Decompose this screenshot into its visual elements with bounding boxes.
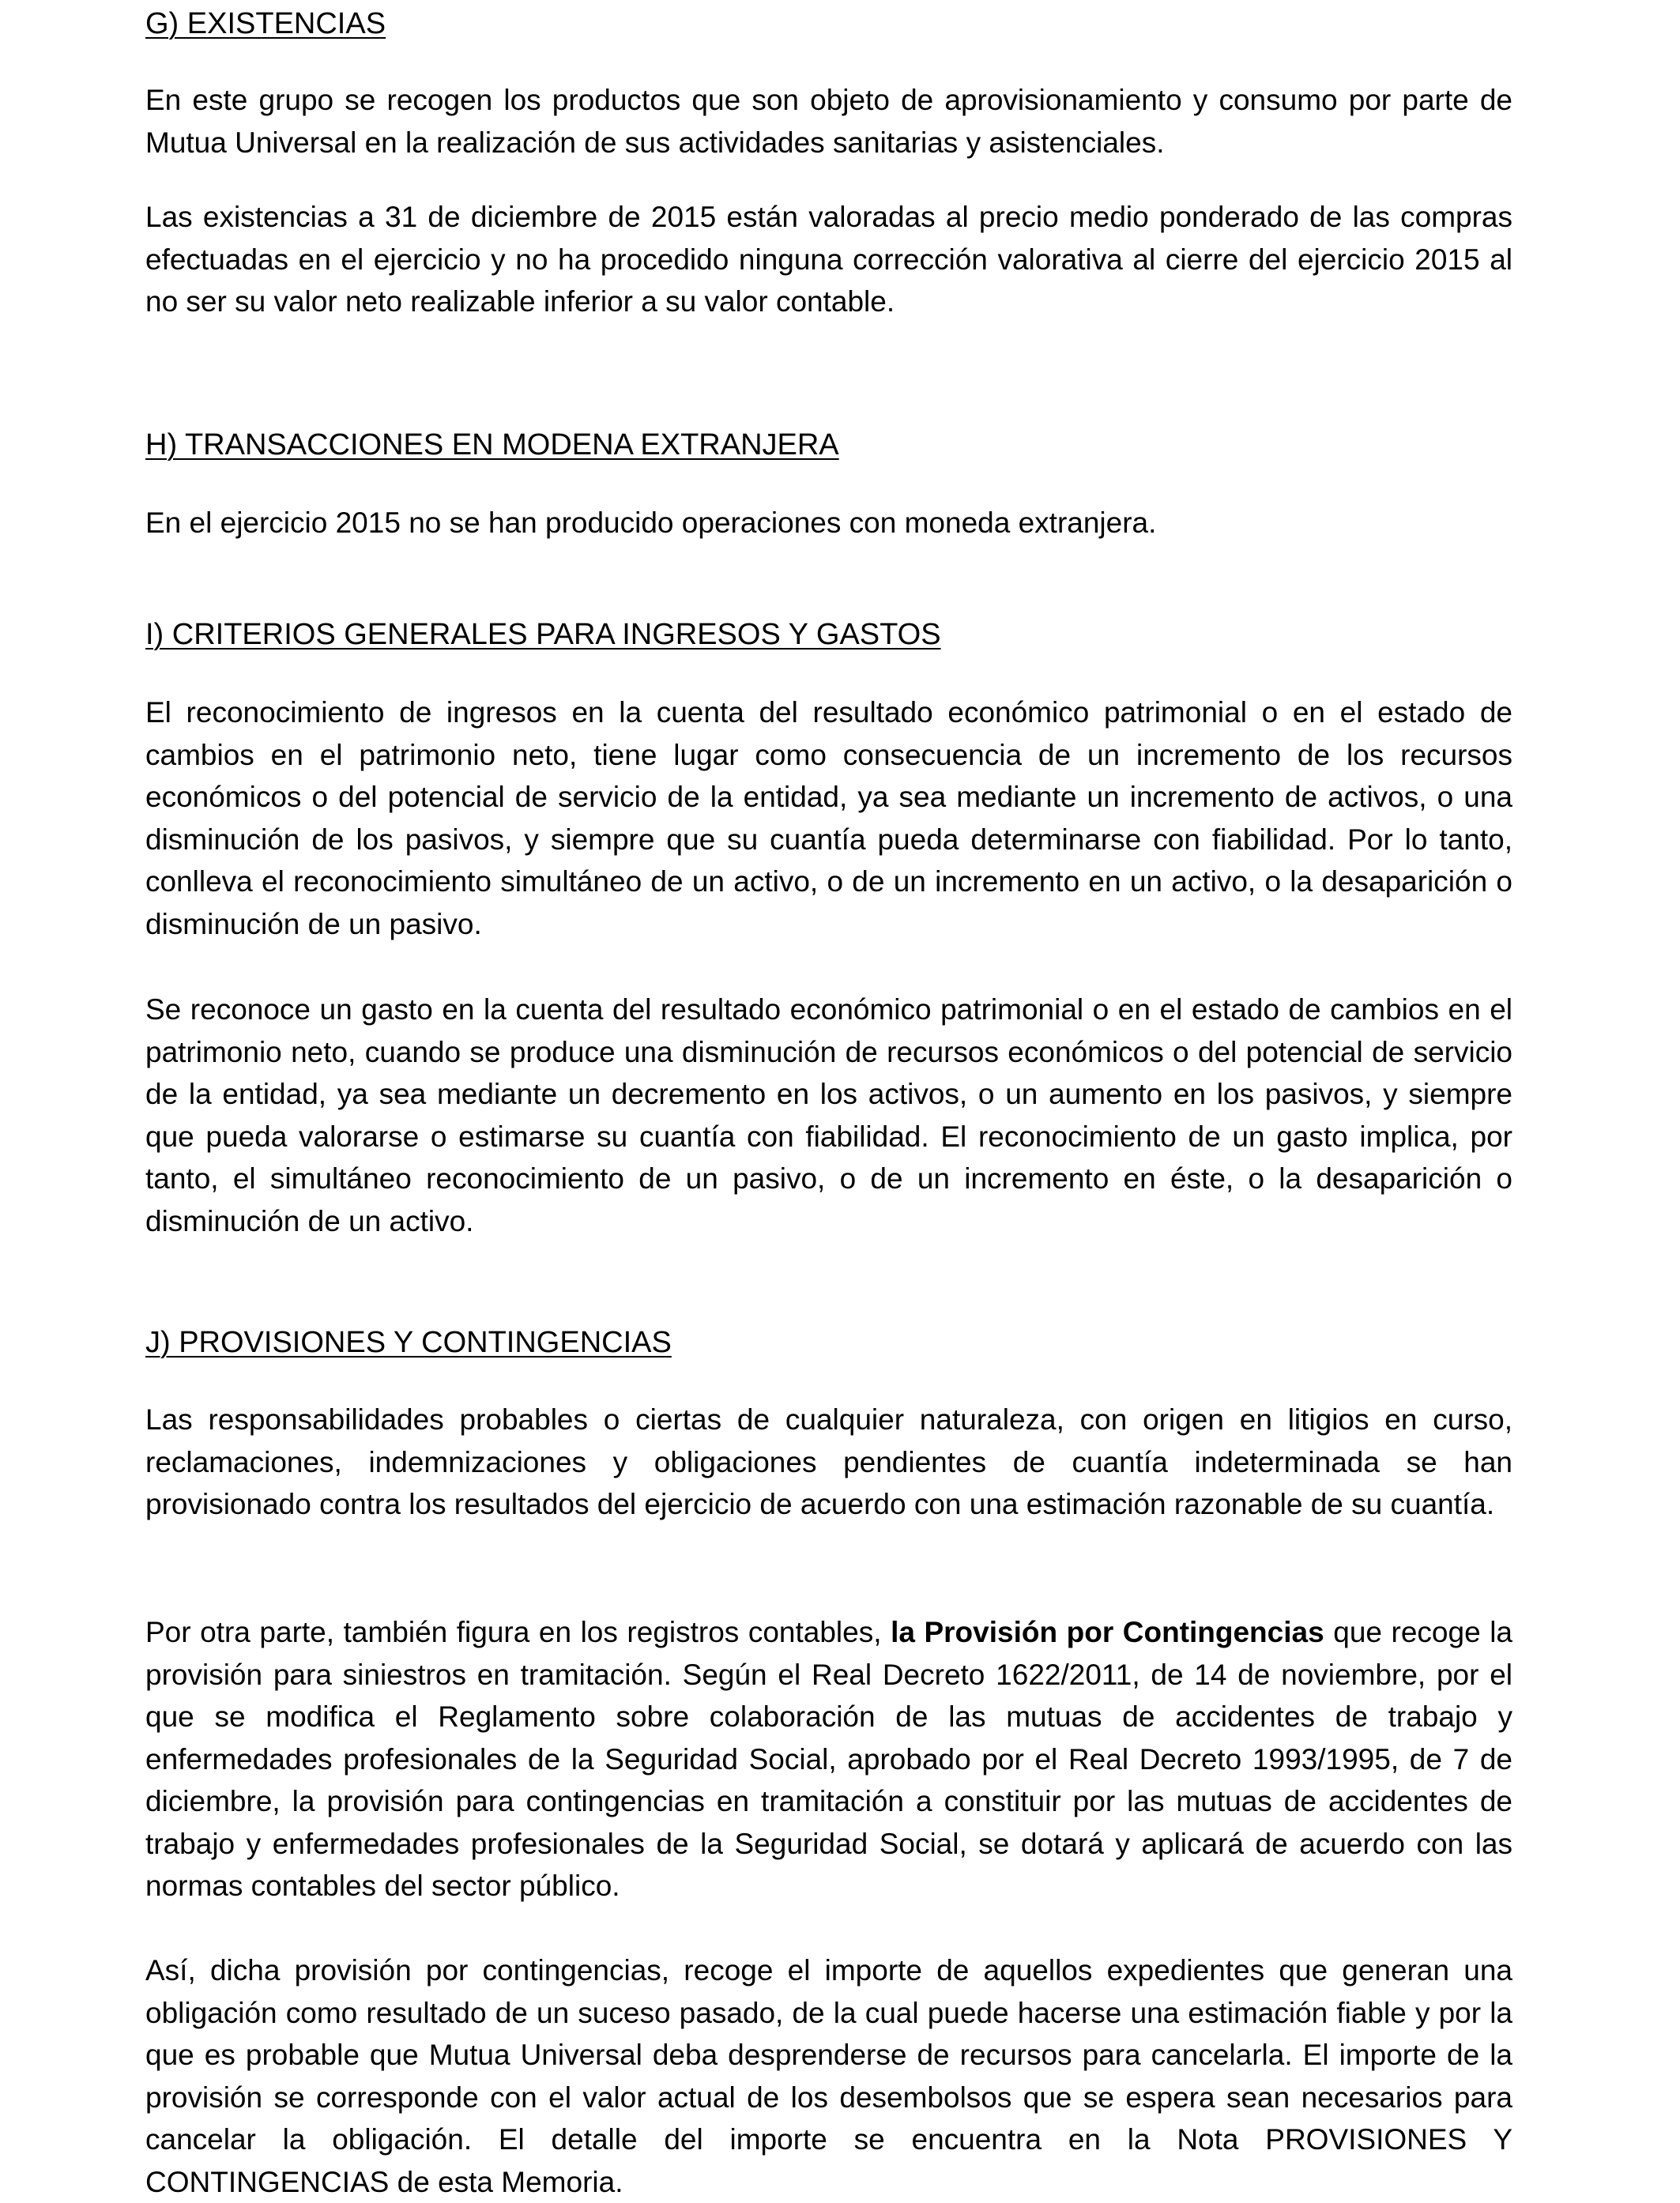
paragraph-criterios-1: El reconocimiento de ingresos en la cuenta del resultado económico patrimonial o en el estado de cambios en el patrimonio neto, tiene lugar como consecuencia de un incremento de los recursos económicos o del potencial de servicio de la entidad, ya sea mediante un incremento de activos, o una disminución de los pasivos, y siempre que su cuantía pueda determinarse con fiabilidad. Por lo tanto, conlleva el reconocimiento simultáneo de un activo, o de un incremento en un activo, o la desaparición o disminución de un pasivo. xyxy=(145,696,1512,940)
provision-contingencias-highlight: la Provisión por Contingencias xyxy=(891,1616,1324,1648)
section-title-transacciones: H) TRANSACCIONES EN MODENA EXTRANJERA xyxy=(145,428,839,461)
paragraph-transacciones-1: En el ejercicio 2015 no se han producido operaciones con moneda extranjera. xyxy=(145,507,1157,539)
section-title-provisiones: J) PROVISIONES Y CONTINGENCIAS xyxy=(145,1326,672,1359)
paragraph-provisiones-2-end: que recoge la provisión para siniestros en tramitación. Según el Real Decreto 1622/2011, de 14 de noviembre, por el que se modifica el Reglamento sobre colaboración de las mutuas de accidentes de trabajo y enfermedades profesionales de la Seguridad Social, aprobado por el Real Decreto 1993/1995, de 7 de diciembre, la provisión para contingencias en tramitación a constituir por las mutuas de accidentes de trabajo y enfermedades profesionales de la Seguridad Social, se dotará y aplicará de acuerdo con las normas contables del sector público. xyxy=(145,1616,1512,1902)
paragraph-provisiones-1: Las responsabilidades probables o ciertas de cualquier naturaleza, con origen en litigios en curso, reclamaciones, indemnizaciones y obligaciones pendientes de cuantía indeterminada se han provisionado contra los resultados del ejercicio de acuerdo con una estimación razonable de su cuantía. xyxy=(145,1403,1512,1520)
paragraph-provisiones-2-start: Por otra parte, también figura en los registros contables, xyxy=(145,1616,891,1648)
paragraph-existencias-2: Las existencias a 31 de diciembre de 2015 están valoradas al precio medio ponderado de las compras efectuadas en el ejercicio y no ha procedido ninguna corrección valorativa al cierre del ejercicio 2015 al no ser su valor neto realizable inferior a su valor contable. xyxy=(145,201,1512,318)
section-title-criterios: I) CRITERIOS GENERALES PARA INGRESOS Y GASTOS xyxy=(145,618,941,651)
paragraph-provisiones-2 xyxy=(145,1611,1512,1907)
paragraph-criterios-2: Se reconoce un gasto en la cuenta del resultado económico patrimonial o en el estado de cambios en el patrimonio neto, cuando se produce una disminución de recursos económicos o del potencial de servicio de la entidad, ya sea mediante un decremento en los activos, o un aumento en los pasivos, y siempre que pueda valorarse o estimarse su cuantía con fiabilidad. El reconocimiento de un gasto implica, por tanto, el simultáneo reconocimiento de un pasivo, o de un incremento en éste, o la desaparición o disminución de un activo. xyxy=(145,993,1512,1237)
section-title-existencias: G) EXISTENCIAS xyxy=(145,7,386,40)
paragraph-existencias-1: En este grupo se recogen los productos que son objeto de aprovisionamiento y consumo por parte de Mutua Universal en la realización de sus actividades sanitarias y asistenciales. xyxy=(145,84,1512,159)
paragraph-provisiones-3: Así, dicha provisión por contingencias, recoge el importe de aquellos expedientes que generan una obligación como resultado de un suceso pasado, de la cual puede hacerse una estimación fiable y por la que es probable que Mutua Universal deba desprenderse de recursos para cancelarla. El importe de la provisión se corresponde con el valor actual de los desembolsos que se espera sean necesarios para cancelar la obligación. El detalle del importe se encuentra en la Nota PROVISIONES Y CONTINGENCIAS de esta Memoria. xyxy=(145,1954,1512,2198)
